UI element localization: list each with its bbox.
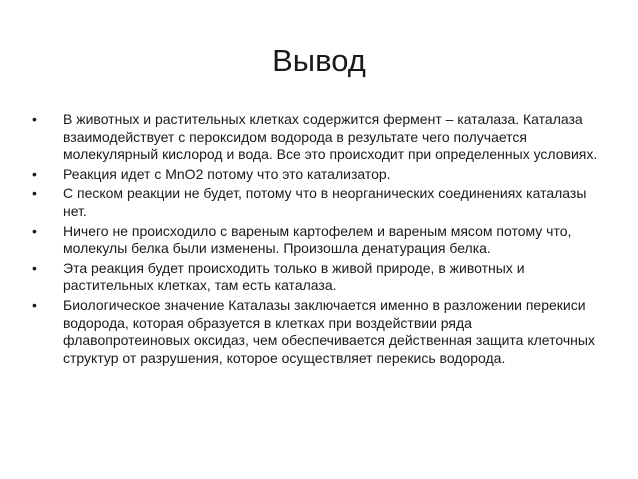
bullet-dot-icon: • (32, 165, 37, 182)
bullet-dot-icon: • (32, 111, 37, 127)
bullet-item (32, 185, 598, 220)
bullet-item (32, 111, 598, 164)
bullet-item (32, 166, 598, 184)
slide-title: Вывод (272, 43, 366, 78)
bullet-dot-icon: • (32, 185, 37, 202)
bullet-text: Эта реакция будет происходить только в живой природе, в животных и растительных клетках, там есть каталаза. (63, 259, 525, 294)
bullet-dot-icon: • (32, 296, 37, 313)
bullet-dot-icon: • (32, 259, 37, 276)
bullet-text: В животных и растительных клетках содержится фермент – каталаза. Каталаза взаимодействует с пероксидом водорода в результате чего получается молекулярный кислород и вода. Все это происходит при определенных условиях. (63, 111, 598, 163)
bullet-text: Ничего не происходило с вареным картофелем и вареным мясом потому что, молекулы белка были изменены. Произошла денатурация белка. (63, 222, 572, 257)
bullet-list (32, 111, 598, 369)
bullet-text: С песком реакции не будет, потому что в неорганических соединениях каталазы нет. (63, 185, 587, 219)
bullet-item (32, 260, 598, 295)
bullet-text: Реакция идет с MnO2 потому что это катализатор. (63, 165, 391, 182)
bullet-item (32, 297, 598, 367)
bullet-dot-icon: • (32, 222, 37, 239)
bullet-item (32, 223, 598, 258)
bullet-text: Биологическое значение Каталазы заключается именно в разложении перекиси водорода, которая образуется в клетках при воздействии ряда флавопротеиновых оксидаз, чем обеспечивается действенная защита клеточных структур от разрушения, которое осуществляет перекись водорода. (63, 296, 595, 366)
